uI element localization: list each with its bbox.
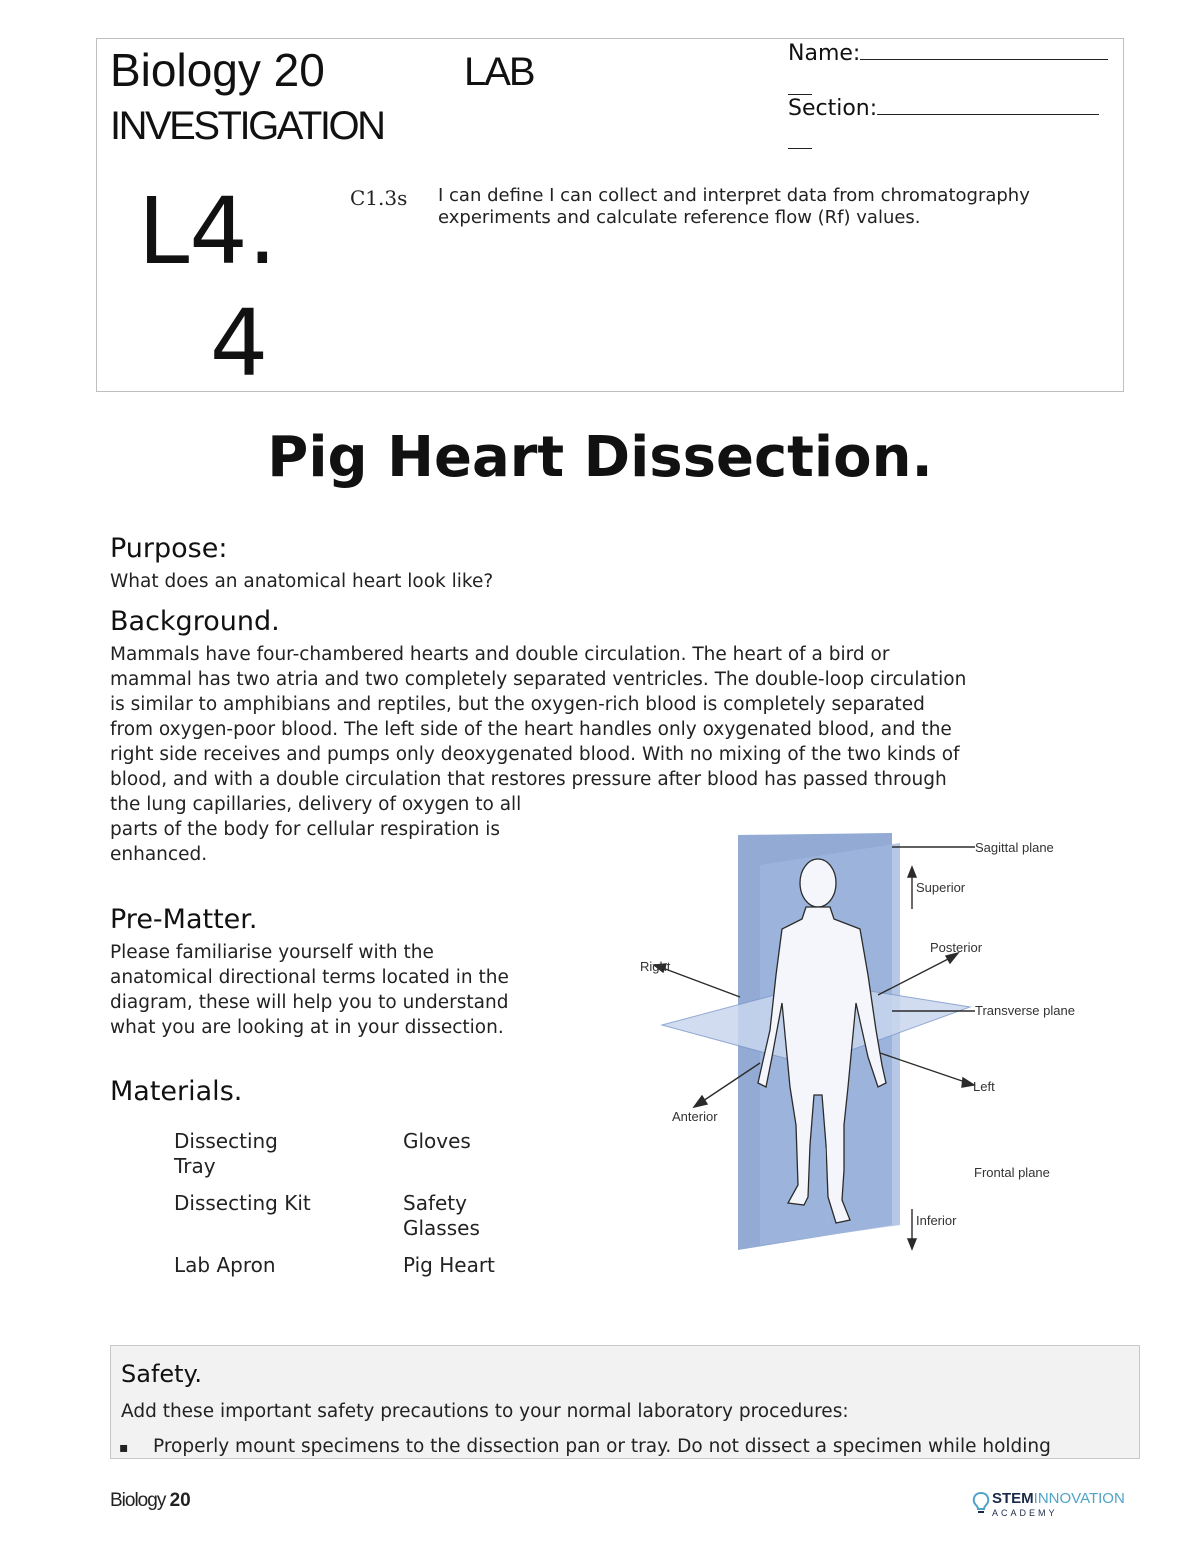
background-line: from oxygen-poor blood. The left side of the heart handles only oxygenated blood, and the [110, 719, 952, 740]
materials-heading: Materials. [110, 1076, 243, 1107]
material-item-label-cont: Glasses [403, 1216, 480, 1240]
name-label: Name: [788, 41, 861, 66]
label-superior: Superior [916, 880, 966, 895]
material-item [174, 1253, 276, 1278]
background-line: right side receives and pumps only deoxygenated blood. With no mixing of the two kinds of [110, 744, 960, 765]
background-line: the lung capillaries, delivery of oxygen to all [110, 794, 522, 815]
background-line: Mammals have four-chambered hearts and double circulation. The heart of a bird or [110, 644, 890, 665]
material-item-label-cont: Tray [174, 1154, 216, 1178]
purpose-heading: Purpose: [110, 533, 228, 564]
material-item-label: Lab Apron [174, 1253, 276, 1277]
material-item-label: Dissecting Kit [174, 1191, 311, 1215]
logo-wordmark [992, 1491, 1125, 1507]
prematter-heading: Pre-Matter. [110, 904, 258, 935]
footer-course [110, 1490, 191, 1512]
logo-innovation: INNOVATION [1033, 1490, 1125, 1507]
safety-item-text: Properly mount specimens to the dissection pan or tray. Do not dissect a specimen while holding [153, 1436, 1051, 1457]
material-item [403, 1191, 480, 1241]
logo-stem: STEM [992, 1490, 1034, 1507]
background-line: is similar to amphibians and reptiles, but the oxygen-rich blood is completely separated [110, 694, 925, 715]
material-item-label: Dissecting [174, 1129, 278, 1153]
safety-intro: Add these important safety precautions to your normal laboratory procedures: [121, 1401, 849, 1422]
background-line: parts of the body for cellular respiration is [110, 819, 501, 840]
label-transverse: Transverse plane [975, 1003, 1075, 1018]
anatomical-planes-diagram [630, 825, 1090, 1255]
label-frontal: Frontal plane [974, 1165, 1050, 1180]
label-posterior: Posterior [930, 940, 983, 955]
course-title: Biology 20 [110, 44, 325, 96]
stem-innovation-logo [970, 1491, 1140, 1521]
lesson-number-line2: 4 [209, 290, 269, 397]
safety-item [119, 1436, 1119, 1457]
footer-course-prefix: Biology [110, 1490, 170, 1511]
background-line: mammal has two atria and two completely separated ventricles. The double-loop circulation [110, 669, 967, 690]
investigation-label: INVESTIGATION [110, 104, 384, 148]
footer-course-number: 20 [169, 1490, 191, 1511]
label-right: Right [640, 959, 671, 974]
outcome-code: C1.3s [350, 186, 408, 210]
background-heading: Background. [110, 606, 280, 637]
section-label: Section: [788, 96, 878, 121]
name-line[interactable] [860, 59, 1108, 60]
safety-heading: Safety. [121, 1360, 202, 1388]
lesson-number [134, 176, 314, 400]
material-item-label: Pig Heart [403, 1253, 495, 1277]
prematter-line: what you are looking at in your dissection. [110, 1017, 504, 1038]
prematter-line: Please familiarise yourself with the [110, 942, 434, 963]
material-item-label: Safety [403, 1191, 467, 1215]
prematter-text [110, 940, 590, 1040]
material-item [403, 1129, 471, 1154]
logo-academy: ACADEMY [992, 1508, 1058, 1518]
section-line[interactable] [877, 114, 1099, 115]
lab-label: LAB [464, 50, 534, 94]
lesson-number-line1: L4. [138, 178, 278, 285]
material-item [174, 1129, 278, 1179]
background-line: blood, and with a double circulation that restores pressure after blood has passed through [110, 769, 947, 790]
bullet-icon: ▪ [119, 1440, 129, 1456]
lightbulb-icon [970, 1491, 992, 1515]
label-inferior: Inferior [916, 1213, 957, 1228]
material-item [403, 1253, 495, 1278]
section-line-continuation [788, 148, 812, 149]
prematter-line: diagram, these will help you to understand [110, 992, 509, 1013]
material-item-label: Gloves [403, 1129, 471, 1153]
label-anterior: Anterior [672, 1109, 718, 1124]
safety-box [110, 1345, 1140, 1459]
name-line-continuation [788, 94, 812, 95]
page-title: Pig Heart Dissection. [267, 425, 933, 490]
background-line: enhanced. [110, 844, 208, 865]
material-item [174, 1191, 311, 1216]
purpose-text: What does an anatomical heart look like? [110, 571, 494, 592]
label-sagittal: Sagittal plane [975, 840, 1054, 855]
prematter-line: anatomical directional terms located in the [110, 967, 509, 988]
section-field[interactable] [788, 96, 1099, 121]
label-left: Left [973, 1079, 995, 1094]
outcome-text: I can define I can collect and interpret data from chromatography experiments and calculate reference flow (Rf) values. [438, 185, 1030, 228]
name-field[interactable] [788, 41, 1108, 66]
